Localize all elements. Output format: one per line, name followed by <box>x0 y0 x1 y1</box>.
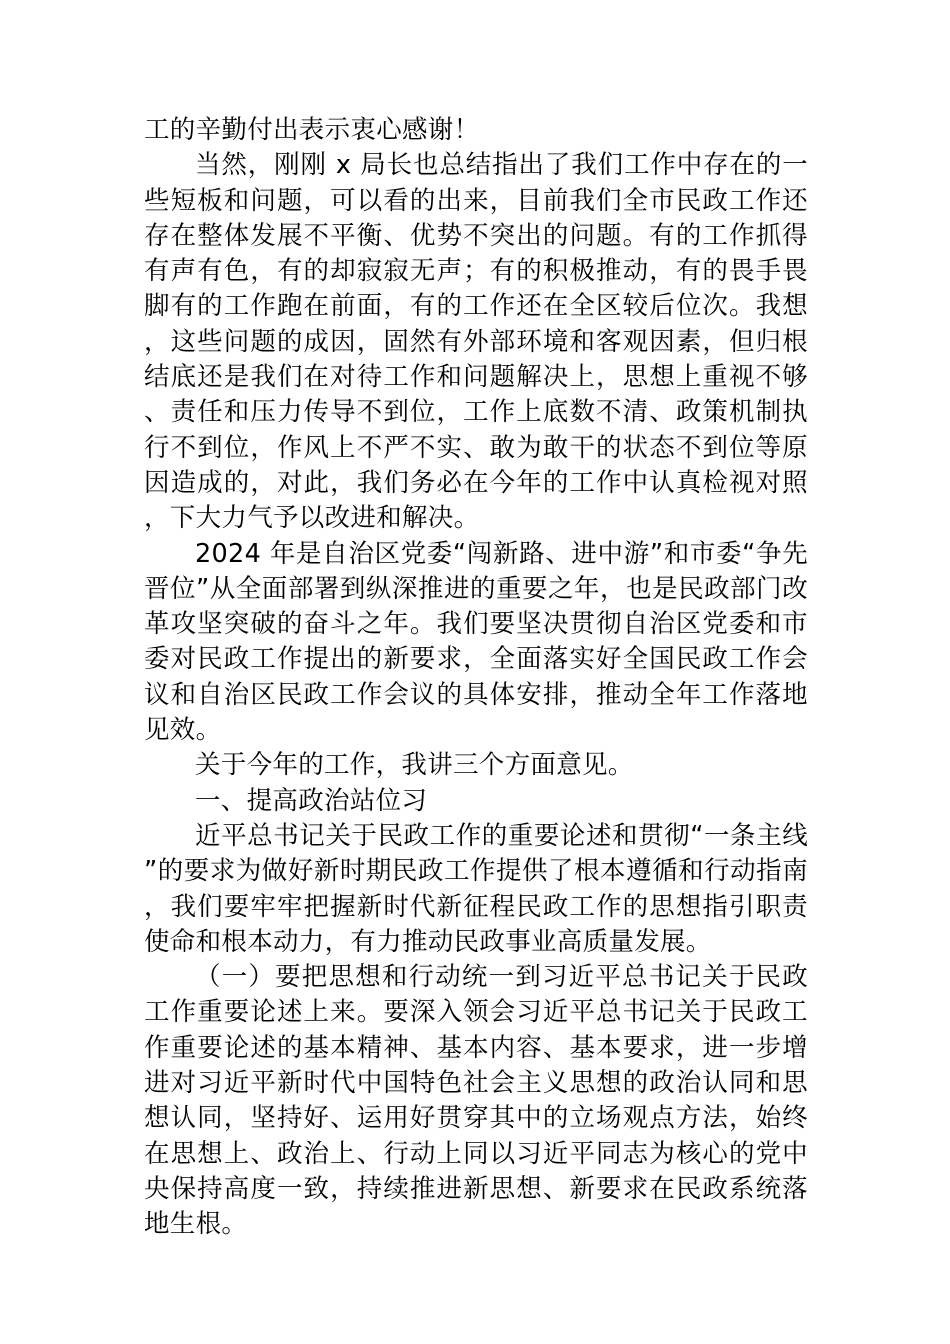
paragraph-main-line: 近平总书记关于民政工作的重要论述和贯彻“一条主线”的要求为做好新时期民政工作提供了根本遵循和行动指南，我们要牢牢把握新时代新征程民政工作的思想指引职责使命和根本动力，有力推动民政事业高质量发展。 <box>144 820 808 957</box>
paragraph-three-aspects: 关于今年的工作，我讲三个方面意见。 <box>195 750 634 781</box>
paragraph-shortcomings: 当然，刚刚 x 局长也总结指出了我们工作中存在的一些短板和问题，可以看的出来，目前我们全市民政工作还存在整体发展不平衡、优势不突出的问题。有的工作抓得有声有色，有的却寂寂无声；有的积极推动，有的畏手畏脚有的工作跑在前面，有的工作还在全区较后位次。我想，这些问题的成因，固然有外部环境和客观因素，但归根结底还是我们在对待工作和问题解决上，思想上重视不够、责任和压力传导不到位，工作上底数不清、政策机制执行不到位，作风上不严不实、敢为敢干的状态不到位等原因造成的，对此，我们务必在今年的工作中认真检视对照，下大力气予以改进和解决。 <box>144 150 808 534</box>
paragraph-continuation: 工的辛勤付出表示衷心感谢！ <box>144 115 480 145</box>
section-heading-one: 一、提高政治站位习 <box>195 785 428 816</box>
paragraph-subsection-one: （一）要把思想和行动统一到习近平总书记关于民政工作重要论述上来。要深入领会习近平总书记关于民政工作重要论述的基本精神、基本内容、基本要求，进一步增进对习近平新时代中国特色社会主义思想的政治认同和思想认同，坚持好、运用好贯穿其中的立场观点方法，始终在思想上、政治上、行动上同以习近平同志为核心的党中央保持高度一致，持续推进新思想、新要求在民政系统落地生根。 <box>144 962 808 1240</box>
document-body <box>144 113 808 1243</box>
paragraph-2024-goals: 2024 年是自治区党委“闯新路、进中游”和市委“争先晋位”从全面部署到纵深推进的重要之年，也是民政部门改革攻坚突破的奋斗之年。我们要坚决贯彻自治区党委和市委对民政工作提出的新要求，全面落实好全国民政工作会议和自治区民政工作会议的具体安排，推动全年工作落地见效。 <box>144 538 808 746</box>
